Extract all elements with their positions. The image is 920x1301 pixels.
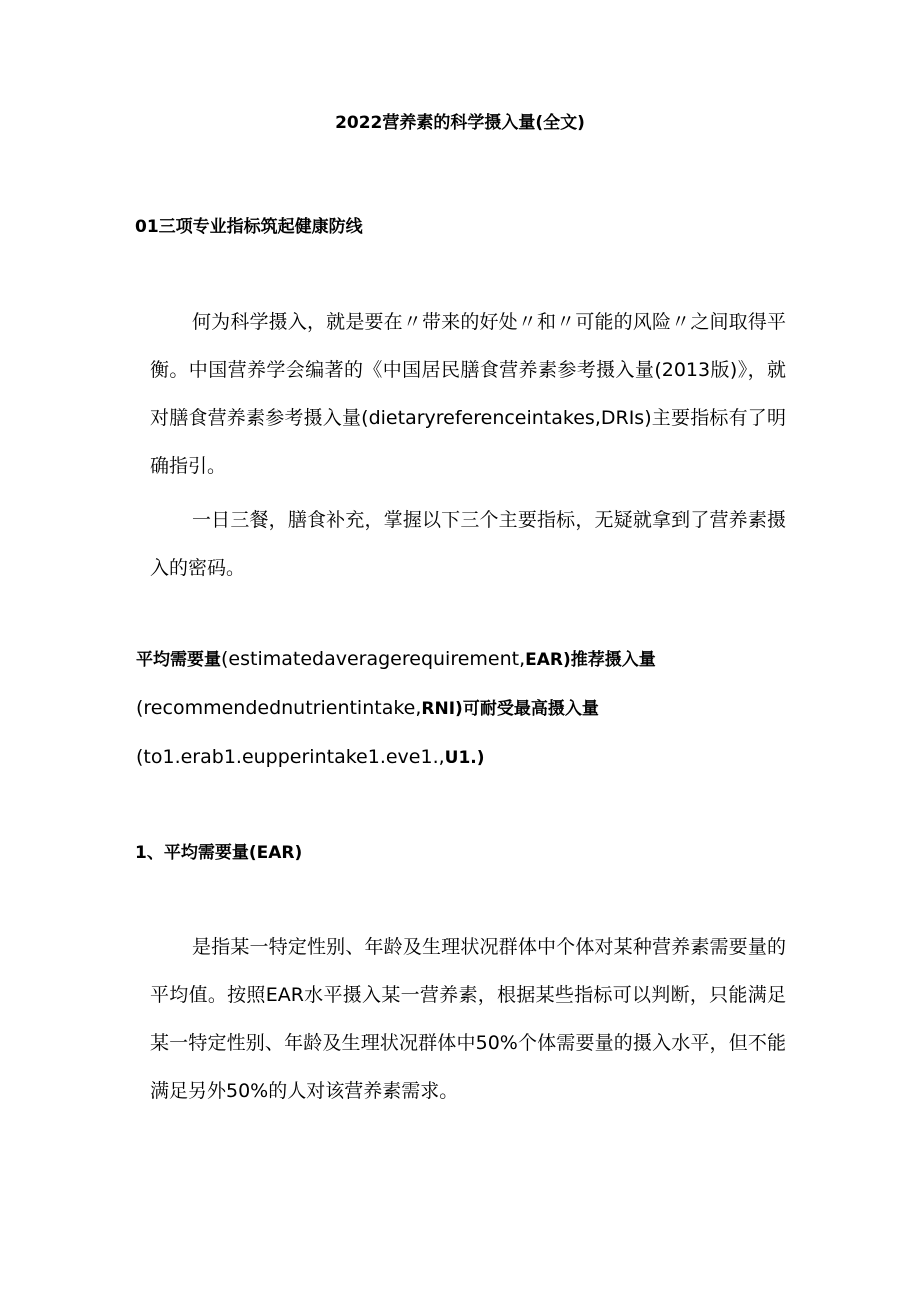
indicator-ul-english: (to1.erab1.eupperintake1.eve1., bbox=[136, 746, 445, 768]
indicator-ul-label: RNI)可耐受最高摄入量 bbox=[421, 699, 599, 719]
section-heading-ear: 1、平均需要量(EAR) bbox=[135, 843, 303, 863]
indicator-line-2 bbox=[136, 684, 776, 733]
paragraph-scientific-intake: 何为科学摄入，就是要在〃带来的好处〃和〃可能的风险〃之间取得平衡。中国营养学会编著的《中国居民膳食营养素参考摄入量(2013版)》，就对膳食营养素参考摄入量(dietaryreferenceintakes,DRIs)主要指标有了明确指引。 bbox=[150, 311, 786, 477]
indicator-line-3 bbox=[136, 733, 776, 782]
indicator-ear-english: (estimatedaveragerequirement, bbox=[221, 648, 526, 670]
indicator-line-1 bbox=[136, 635, 776, 684]
indicator-ear-label: 平均需要量 bbox=[136, 650, 221, 670]
indicator-rni-english: (recommendednutrientintake, bbox=[136, 697, 422, 719]
paragraph-ear-definition: 是指某一特定性别、年龄及生理状况群体中个体对某种营养素需要量的平均值。按照EAR水平摄入某一营养素，根据某些指标可以判断，只能满足某一特定性别、年龄及生理状况群体中50%个体需要量的摄入水平，但不能满足另外50%的人对该营养素需求。 bbox=[150, 936, 786, 1102]
indicator-ul-abbrev: U1.) bbox=[444, 748, 485, 768]
document-title: 2022营养素的科学摄入量(全文) bbox=[335, 113, 585, 133]
section-heading-01: 01三项专业指标筑起健康防线 bbox=[135, 217, 363, 237]
indicator-rni-label: EAR)推荐摄入量 bbox=[525, 650, 656, 670]
indicator-list bbox=[136, 635, 776, 782]
paragraph-three-meals: 一日三餐，膳食补充，掌握以下三个主要指标，无疑就拿到了营养素摄入的密码。 bbox=[150, 509, 786, 579]
